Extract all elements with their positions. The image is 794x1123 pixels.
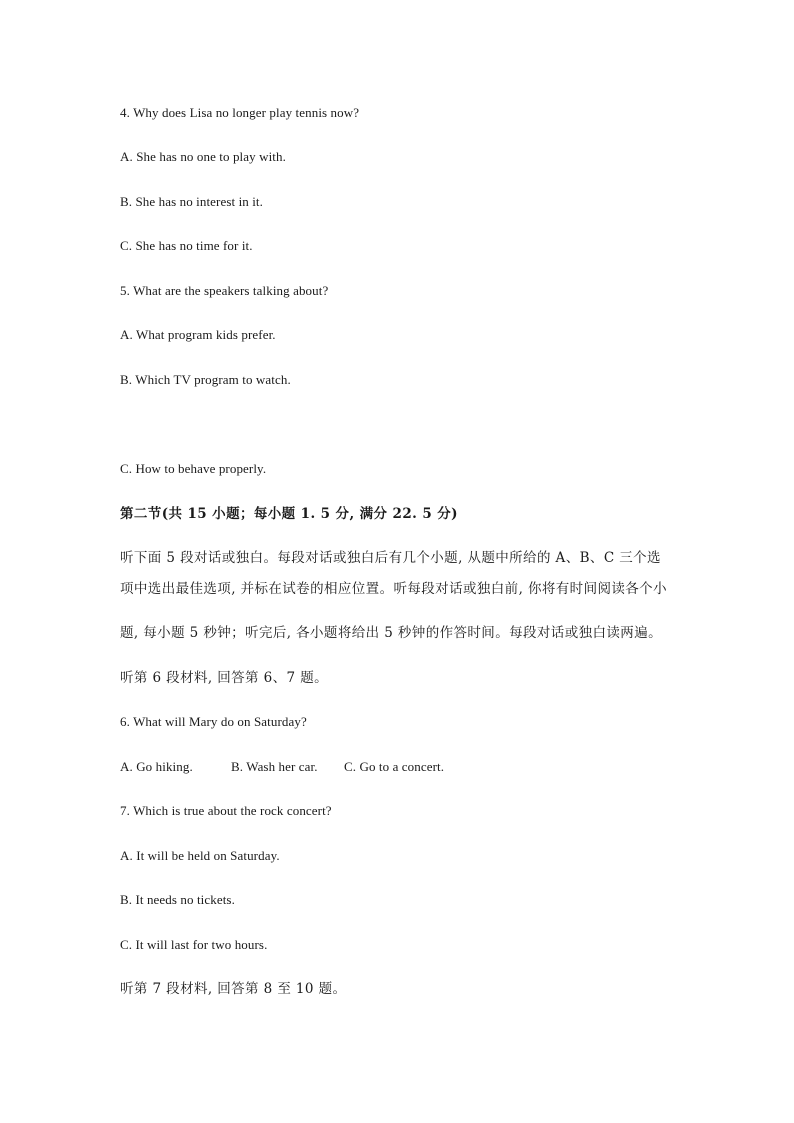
- question-5-option-b: B. Which TV program to watch.: [120, 372, 291, 387]
- section-2-heading: 第二节(共 15 小题；每小题 1. 5 分, 满分 22. 5 分): [120, 506, 458, 522]
- question-4-option-a: A. She has no one to play with.: [120, 149, 286, 164]
- question-5-option-c: C. How to behave properly.: [120, 461, 267, 476]
- question-7-option-b: B. It needs no tickets.: [120, 892, 235, 907]
- question-5-stem: 5. What are the speakers talking about?: [120, 283, 329, 298]
- question-6-options: [120, 759, 444, 775]
- section-2-instructions-line-3: 题, 每小题 5 秒钟；听完后, 各小题将给出 5 秒钟的作答时间。每段对话或独白读两遍。: [120, 625, 663, 641]
- question-4-stem: 4. Why does Lisa no longer play tennis now?: [120, 105, 360, 120]
- question-4-option-c: C. She has no time for it.: [120, 238, 253, 253]
- question-6-option-c: C. Go to a concert.: [344, 759, 445, 774]
- question-7-option-c: C. It will last for two hours.: [120, 937, 268, 952]
- question-6-option-a: A. Go hiking.: [120, 759, 193, 774]
- section-2-instructions-line-1: 听下面 5 段对话或独白。每段对话或独白后有几个小题, 从题中所给的 A、B、C 三个选: [120, 550, 661, 566]
- question-5-option-a: A. What program kids prefer.: [120, 327, 276, 342]
- question-6-option-b: B. Wash her car.: [231, 759, 318, 774]
- passage-6-intro: 听第 6 段材料, 回答第 6、7 题。: [120, 670, 329, 686]
- question-6-stem: 6. What will Mary do on Saturday?: [120, 714, 307, 729]
- question-4-option-b: B. She has no interest in it.: [120, 194, 263, 209]
- passage-7-intro: 听第 7 段材料, 回答第 8 至 10 题。: [120, 981, 347, 997]
- question-7-option-a: A. It will be held on Saturday.: [120, 848, 280, 863]
- question-7-stem: 7. Which is true about the rock concert?: [120, 803, 332, 818]
- section-2-instructions-line-2: 项中选出最佳选项, 并标在试卷的相应位置。听每段对话或独白前, 你将有时间阅读各个小: [120, 581, 667, 597]
